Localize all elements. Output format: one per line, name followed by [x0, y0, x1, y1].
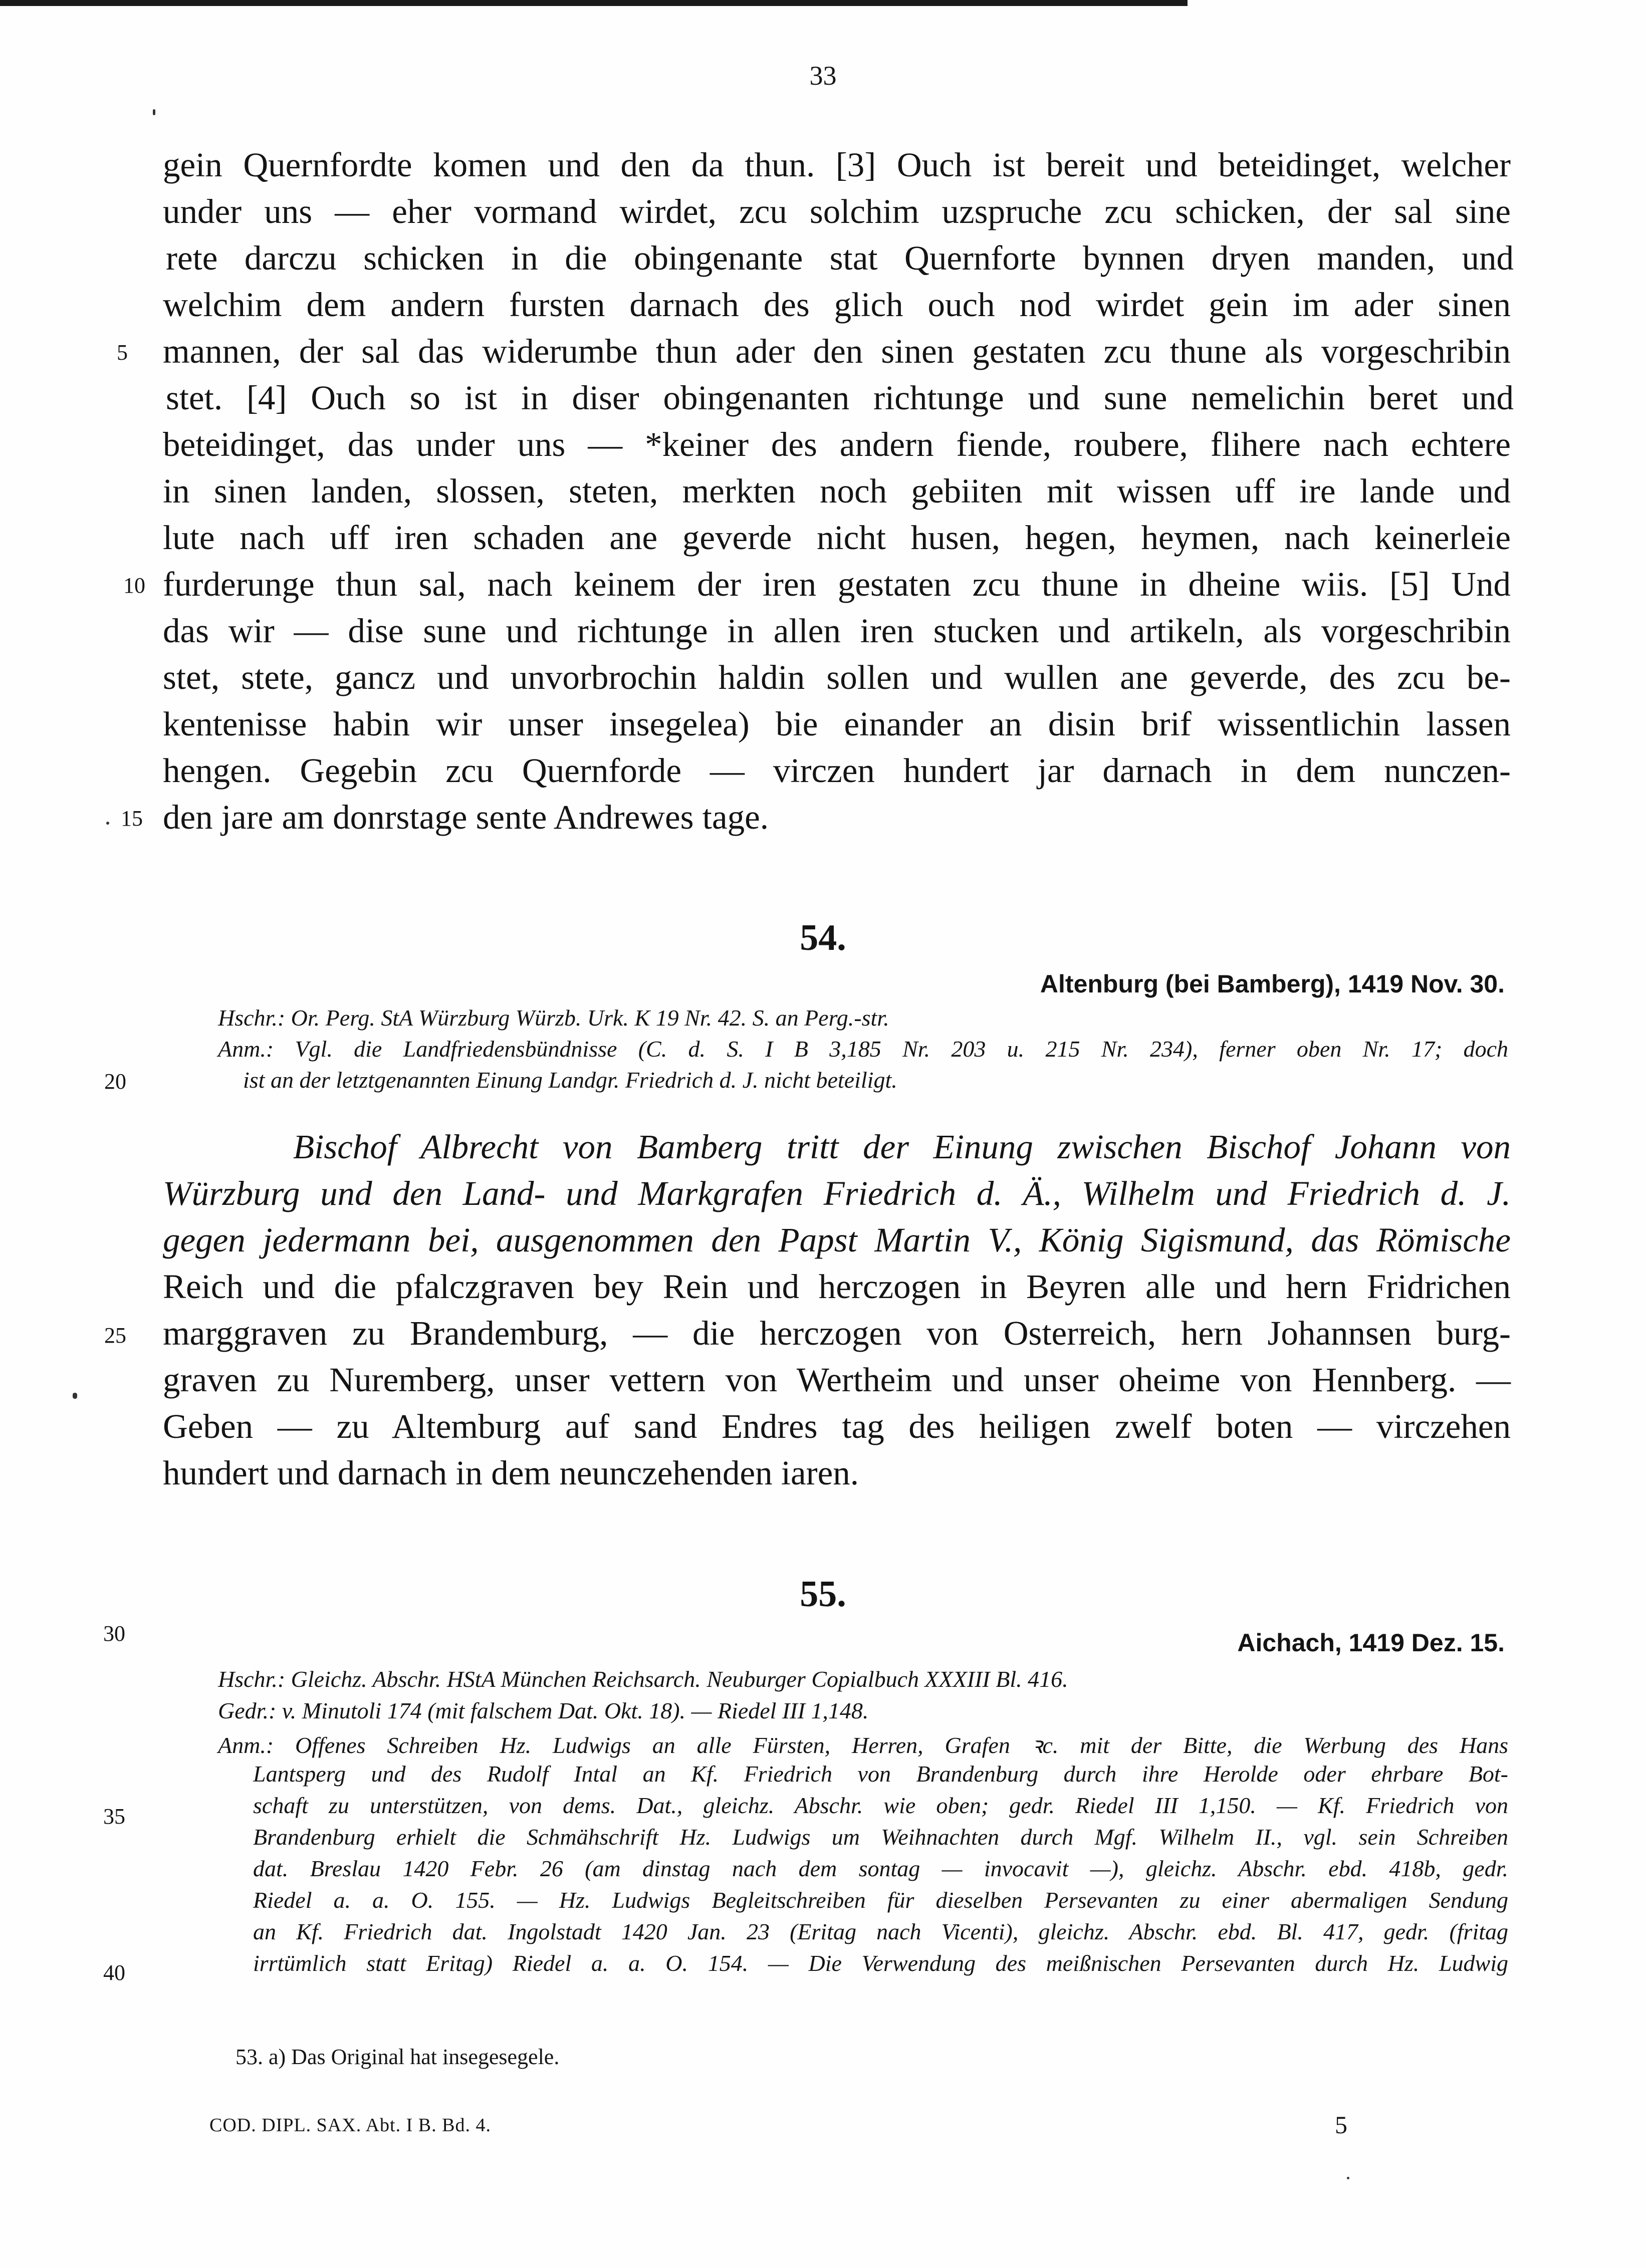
note-line: Hschr.: Gleichz. Abschr. HStA München Reichsarch. Neuburger Copialbuch XXXIII Bl. 416.: [218, 1666, 1068, 1692]
text-line: gein Quernfordte komen und den da thun. [3] Ouch ist bereit und beteidinget, welcher: [163, 146, 1511, 184]
regest-line: Bischof Albrecht von Bamberg tritt der Einung zwischen Bischof Johann von: [293, 1128, 1511, 1166]
line-number: 5: [117, 340, 128, 365]
margin-mark: [1347, 2177, 1349, 2179]
line-number: 30: [103, 1621, 125, 1646]
note-line: Lantsperg und des Rudolf Intal an Kf. Friedrich von Brandenburg durch ihre Herolde oder ehrbare Bot-: [253, 1761, 1508, 1787]
page-number: 33: [809, 61, 837, 91]
text-line: den jare am donrstage sente Andrewes tage.: [163, 798, 769, 836]
note-line: irrtümlich statt Eritag) Riedel a. a. O. 154. — Die Verwendung des meißnischen Persevanten durch Hz. Ludwig: [253, 1950, 1508, 1976]
text-line: kentenisse habin wir unser insegelea) bie einander an disin brif wissentlichin lassen: [163, 705, 1511, 743]
regest-line: gegen jedermann bei, ausgenommen den Papst Martin V., König Sigismund, das Römische: [163, 1221, 1511, 1259]
note-line: dat. Breslau 1420 Febr. 26 (am dinstag nach dem sontag — invocavit —), gleichz. Abschr. ebd. 418b, gedr.: [253, 1856, 1508, 1881]
text-line: stet. [4] Ouch so ist in diser obingenanten richtunge und sune nemelichin beret und: [166, 379, 1514, 417]
note-line: ist an der letztgenannten Einung Landgr. Friedrich d. J. nicht beteiligt.: [243, 1067, 897, 1093]
margin-mark: [106, 822, 109, 825]
note-line: Anm.: Vgl. die Landfriedensbündnisse (C. d. S. I B 3,185 Nr. 203 u. 215 Nr. 234), ferner oben Nr. 17; doch: [218, 1036, 1508, 1062]
text-line: rete darczu schicken in die obingenante stat Quernforte bynnen dryen manden, und: [166, 239, 1514, 277]
text-line: mannen, der sal das widerumbe thun ader den sinen gestaten zcu thune als vorgeschribin: [163, 332, 1511, 370]
line-number: 15: [121, 806, 143, 831]
text-line: das wir — dise sune und richtunge in allen iren stucken und artikeln, als vorgeschribin: [163, 612, 1511, 650]
note-line: schaft zu unterstützen, von dems. Dat., gleichz. Abschr. wie oben; gedr. Riedel III 1,150. — Kf. Friedrich von: [253, 1793, 1508, 1818]
footnote: 53. a) Das Original hat insegesegele.: [236, 2045, 560, 2069]
text-line: hengen. Gegebin zcu Quernforde — virczen hundert jar darnach in dem nunczen-: [163, 751, 1511, 790]
regest-line: graven zu Nuremberg, unser vettern von Wertheim und unser oheime von Hennberg. —: [163, 1361, 1511, 1399]
note-line: Brandenburg erhielt die Schmähschrift Hz. Ludwigs um Weihnachten durch Mgf. Wilhelm II., vgl. sein Schreiben: [253, 1824, 1508, 1850]
line-number: 40: [103, 1960, 125, 1985]
line-number: 10: [123, 573, 145, 598]
document-place-date: Aichach, 1419 Dez. 15.: [1237, 1629, 1505, 1657]
regest-line: Reich und die pfalczgraven bey Rein und herczogen in Beyren alle und hern Fridrichen: [163, 1268, 1511, 1306]
text-line: stet, stete, gancz und unvorbrochin haldin sollen und wullen ane geverde, des zcu be-: [163, 658, 1511, 696]
text-line: beteidinget, das under uns — *keiner des andern fiende, roubere, flihere nach echtere: [163, 425, 1511, 463]
text-line: lute nach uff iren schaden ane geverde nicht husen, hegen, heymen, nach keinerleie: [163, 519, 1511, 557]
note-line: an Kf. Friedrich dat. Ingolstadt 1420 Jan. 23 (Eritag nach Vicenti), gleichz. Abschr. ebd. Bl. 417, gedr. (fritag: [253, 1919, 1508, 1944]
regest-line: Würzburg und den Land- und Markgrafen Friedrich d. Ä., Wilhelm und Friedrich d. J.: [163, 1174, 1511, 1212]
regest-line: hundert und darnach in dem neunczehenden iaren.: [163, 1454, 859, 1492]
text-line: under uns — eher vormand wirdet, zcu solchim uzspruche zcu schicken, der sal sine: [163, 192, 1511, 230]
text-line: in sinen landen, slossen, steten, merkten noch gebiiten mit wissen uff ire lande und: [163, 472, 1511, 510]
margin-mark: [153, 109, 155, 115]
document-number: 55.: [800, 1574, 846, 1615]
page-footer: COD. DIPL. SAX. Abt. I B. Bd. 4.: [209, 2115, 491, 2136]
document-place-date: Altenburg (bei Bamberg), 1419 Nov. 30.: [1040, 970, 1505, 998]
regest-line: marggraven zu Brandemburg, — die herczogen von Osterreich, hern Johannsen burg-: [163, 1314, 1511, 1352]
line-number: 35: [103, 1804, 125, 1829]
note-line: Riedel a. a. O. 155. — Hz. Ludwigs Begleitschreiben für dieselben Persevanten zu einer abermaligen Sendung: [253, 1887, 1508, 1913]
margin-mark: [73, 1393, 77, 1399]
regest-line: Geben — zu Altemburg auf sand Endres tag des heiligen zwelf boten — virczehen: [163, 1407, 1511, 1445]
note-line: Gedr.: v. Minutoli 174 (mit falschem Dat. Okt. 18). — Riedel III 1,148.: [218, 1698, 869, 1723]
top-rule: [0, 0, 1188, 6]
document-number: 54.: [800, 917, 846, 958]
text-line: welchim dem andern fursten darnach des glich ouch nod wirdet gein im ader sinen: [163, 286, 1511, 324]
note-line: Hschr.: Or. Perg. StA Würzburg Würzb. Urk. K 19 Nr. 42. S. an Perg.-str.: [218, 1005, 889, 1031]
note-line: Anm.: Offenes Schreiben Hz. Ludwigs an alle Fürsten, Herren, Grafen ꝛc. mit der Bitte, die Werbung des Hans: [218, 1732, 1508, 1758]
text-line: furderunge thun sal, nach keinem der iren gestaten zcu thune in dheine wiis. [5] Und: [163, 565, 1511, 603]
line-number: 25: [104, 1323, 126, 1348]
signature-mark: 5: [1335, 2111, 1347, 2139]
line-number: 20: [104, 1069, 126, 1094]
